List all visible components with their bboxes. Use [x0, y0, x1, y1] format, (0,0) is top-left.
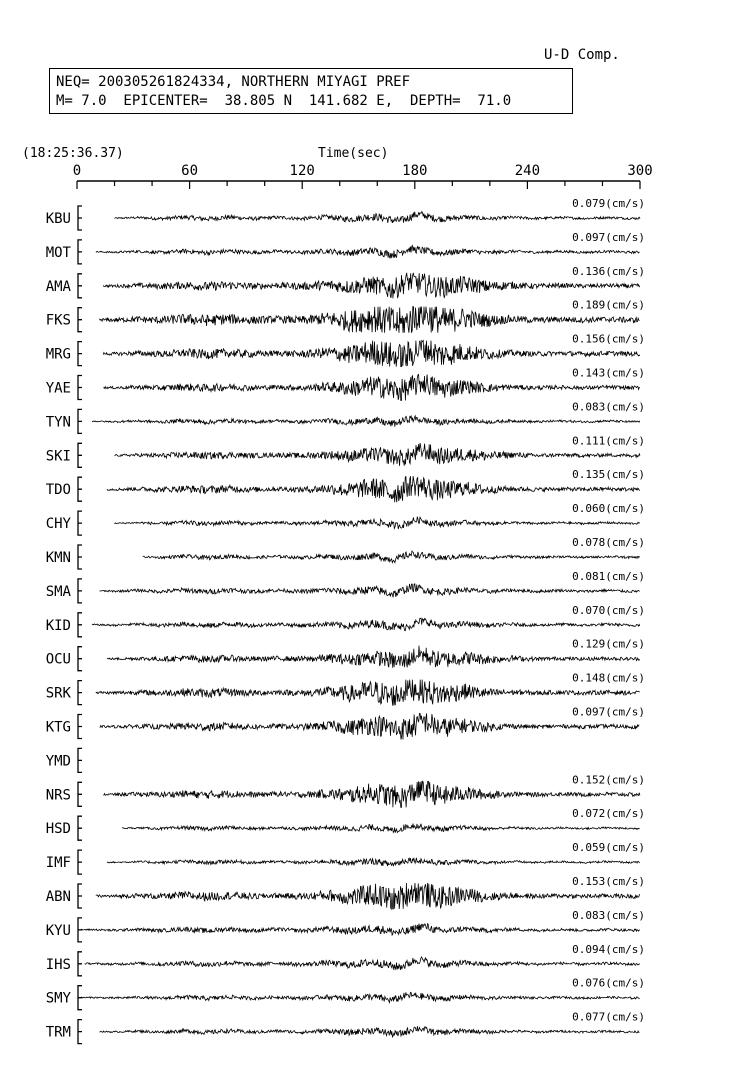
- station-bracket: [78, 443, 82, 467]
- station-bracket: [78, 986, 82, 1010]
- station-bracket: [78, 511, 82, 535]
- waveform-trace: [96, 883, 640, 909]
- amplitude-label: 0.156(cm/s): [572, 332, 645, 346]
- station-row: [46, 434, 645, 467]
- station-row: [46, 638, 645, 671]
- station-row: [46, 231, 645, 264]
- amplitude-label: 0.094(cm/s): [572, 942, 645, 956]
- amplitude-label: 0.070(cm/s): [572, 603, 645, 617]
- amplitude-label: 0.059(cm/s): [572, 841, 645, 855]
- amplitude-label: 0.111(cm/s): [572, 434, 645, 448]
- waveform-trace: [115, 517, 641, 529]
- station-bracket: [78, 715, 82, 739]
- station-bracket: [78, 782, 82, 806]
- station-bracket: [78, 409, 82, 433]
- amplitude-label: 0.143(cm/s): [572, 366, 645, 380]
- x-tick-label: 60: [181, 163, 199, 179]
- amplitude-label: 0.083(cm/s): [572, 908, 645, 922]
- waveform-trace: [107, 858, 640, 866]
- x-tick-label: 180: [402, 163, 428, 179]
- station-row: [46, 197, 645, 230]
- x-tick-label: 120: [289, 163, 315, 179]
- station-code: ABN: [45, 889, 71, 905]
- station-code: KYU: [45, 922, 71, 939]
- waveform-trace: [100, 307, 640, 333]
- station-row: [46, 706, 645, 740]
- station-code: IHS: [45, 956, 71, 973]
- station-bracket: [78, 206, 82, 230]
- amplitude-label: 0.097(cm/s): [572, 230, 645, 244]
- station-bracket: [78, 477, 82, 501]
- waveform-trace: [92, 618, 640, 631]
- station-code: MOT: [45, 244, 71, 261]
- station-code: FKS: [45, 312, 71, 329]
- station-bracket: [78, 1020, 82, 1044]
- station-bracket: [78, 274, 82, 298]
- amplitude-label: 0.189(cm/s): [572, 298, 645, 312]
- amplitude-label: 0.152(cm/s): [572, 773, 645, 787]
- station-code: TRM: [45, 1024, 71, 1041]
- waveform-trace: [100, 714, 640, 740]
- station-row: [46, 299, 645, 333]
- waveform-trace: [85, 957, 640, 970]
- event-line: NEQ= 200305261824334, NORTHERN MIYAGI PREF: [56, 74, 411, 90]
- amplitude-label: 0.076(cm/s): [572, 976, 645, 990]
- waveform-trace: [92, 416, 640, 427]
- station-code: SMA: [45, 583, 71, 600]
- amplitude-label: 0.153(cm/s): [572, 875, 645, 888]
- station-row: [46, 367, 645, 401]
- waveform-trace: [107, 476, 640, 502]
- x-axis-label: Time(sec): [318, 146, 389, 161]
- waveform-trace: [122, 824, 640, 833]
- station-row: [46, 265, 645, 299]
- station-row: [46, 943, 645, 976]
- station-row: [46, 773, 645, 807]
- waveform-trace: [103, 273, 640, 299]
- station-row: [46, 604, 645, 637]
- amplitude-label: 0.129(cm/s): [572, 637, 645, 651]
- x-tick-label: 240: [514, 163, 541, 179]
- amplitude-label: 0.072(cm/s): [572, 807, 645, 821]
- station-row: [46, 1011, 645, 1044]
- waveform-trace: [100, 1026, 640, 1037]
- start-time-label: (18:25:36.37): [22, 146, 124, 161]
- station-code: MRG: [45, 346, 71, 363]
- station-code: NRS: [45, 787, 71, 804]
- station-bracket: [78, 816, 82, 840]
- station-row: [46, 536, 645, 569]
- station-code: OCU: [45, 651, 71, 668]
- waveform-trace: [103, 375, 640, 401]
- station-row: [46, 672, 645, 706]
- station-code: SKI: [45, 448, 71, 465]
- station-code: HSD: [45, 821, 71, 838]
- amplitude-label: 0.097(cm/s): [572, 705, 645, 719]
- station-row: [46, 748, 82, 772]
- amplitude-label: 0.136(cm/s): [572, 264, 645, 278]
- station-code: YMD: [45, 753, 71, 770]
- station-bracket: [78, 376, 82, 400]
- station-bracket: [78, 308, 82, 332]
- station-row: [46, 333, 645, 367]
- waveform-trace: [96, 246, 640, 259]
- station-rows: [46, 197, 645, 1044]
- station-row: [46, 570, 645, 603]
- station-row: [46, 502, 645, 535]
- station-code: KID: [45, 617, 71, 634]
- amplitude-label: 0.079(cm/s): [572, 197, 645, 210]
- station-code: CHY: [45, 516, 71, 533]
- amplitude-label: 0.135(cm/s): [572, 468, 645, 482]
- station-row: [46, 875, 645, 909]
- station-code: KMN: [45, 550, 71, 566]
- station-bracket: [78, 681, 82, 705]
- amplitude-label: 0.081(cm/s): [572, 569, 645, 583]
- station-bracket: [78, 952, 82, 976]
- station-bracket: [78, 240, 82, 264]
- x-tick-label: 0: [72, 163, 82, 179]
- station-code: IMF: [45, 855, 71, 872]
- station-code: TDO: [45, 482, 71, 499]
- station-bracket: [78, 748, 82, 772]
- waveform-trace: [81, 924, 640, 936]
- amplitude-label: 0.078(cm/s): [572, 536, 645, 549]
- waveform-trace: [115, 212, 641, 223]
- waveform-trace: [115, 443, 641, 466]
- waveform-trace: [107, 646, 640, 668]
- station-code: KBU: [45, 211, 71, 227]
- station-code: SRK: [45, 685, 71, 702]
- station-row: [46, 909, 645, 942]
- station-row: [46, 468, 645, 502]
- time-axis: [73, 163, 653, 189]
- station-code: TYN: [45, 414, 71, 431]
- amplitude-label: 0.077(cm/s): [572, 1010, 645, 1024]
- station-bracket: [78, 579, 82, 603]
- waveform-trace: [96, 680, 640, 706]
- event-params-line: M= 7.0 EPICENTER= 38.805 N 141.682 E, DEPTH= 71.0: [56, 93, 512, 109]
- station-code: SMY: [45, 990, 71, 1007]
- component-label: U-D Comp.: [544, 47, 620, 63]
- waveform-trace: [103, 341, 640, 367]
- waveform-trace: [100, 584, 640, 598]
- x-tick-label: 300: [627, 163, 653, 179]
- station-bracket: [78, 342, 82, 366]
- station-bracket: [78, 884, 82, 908]
- station-row: [46, 400, 645, 433]
- amplitude-label: 0.060(cm/s): [572, 502, 645, 516]
- station-row: [46, 977, 645, 1010]
- amplitude-label: 0.148(cm/s): [572, 671, 645, 685]
- waveform-trace: [103, 781, 640, 807]
- station-row: [46, 807, 645, 840]
- station-bracket: [78, 850, 82, 874]
- amplitude-label: 0.083(cm/s): [572, 400, 645, 414]
- station-code: KTG: [45, 719, 71, 736]
- station-bracket: [78, 647, 82, 671]
- station-row: [46, 841, 645, 874]
- station-code: YAE: [45, 380, 71, 397]
- waveform-trace: [81, 992, 640, 1002]
- station-bracket: [78, 613, 82, 637]
- waveform-trace: [143, 551, 640, 563]
- station-code: AMA: [45, 278, 71, 295]
- station-bracket: [78, 545, 82, 569]
